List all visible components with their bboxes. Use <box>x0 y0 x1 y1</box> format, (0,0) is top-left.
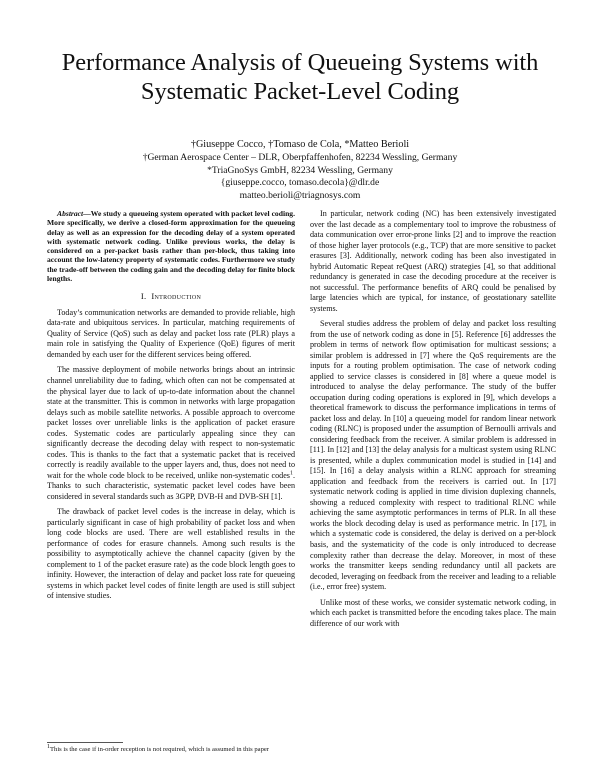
footnote-mark: 1 <box>47 743 50 750</box>
abstract-lead: Abstract <box>57 209 84 218</box>
email-triagnosys: matteo.berioli@triagnosys.com <box>239 189 361 201</box>
abstract-body: —We study a queueing system operated with packet level coding. More specifically, we derive a closed-form approximation for the queueing delay as well as an expression for the decoding delay of a system operated with systematic network coding. Unlike previous works, the delay is considered on a per-packet basis rather than per-block, thus taking into account the low-latency property of systematic codes. Furthermore we study the trade-off between the coding gain and the decoding delay for finite block lengths. <box>47 209 295 284</box>
footnote-text: This is the case if in-order reception is not required, which is assumed in this paper <box>50 746 270 753</box>
footnote-divider <box>47 742 123 743</box>
intro-paragraph-3: The drawback of packet level codes is the increase in delay, which is particularly significant in case of high probability of packet loss and when long code blocks are used. There are well established results in the performance of codes for erasure channels. Among such results is the possibility to asymptotically achieve the channel capacity (given by the complement to 1 of the packet erasure rate) as the code block length goes to infinity. However, the interaction of delay and packet loss rate for queueing systems in which packet level codes of finite length are used is still subject of intensive studies. <box>47 507 295 601</box>
footnote <box>47 743 295 754</box>
affiliation-triagnosys: *TriaGnoSys GmbH, 82234 Wessling, Germany <box>207 164 393 176</box>
intro-paragraph-2-tail: . Thanks to such characteristic, systematic packet level codes have been considered in several standards such as 3GPP, DVB-H and DVB-SH [1]. <box>47 470 295 501</box>
body-paragraph-network-coding: In particular, network coding (NC) has been extensively investigated over the last decade as a complementary tool to improve the robustness of data communication over error-prone links [2] and to improve the reaction of those higher layer protocols (e.g., TCP) that are more sensitive to packet erasures [3]. Additionally, network coding has been also investigated in hybrid Automatic Repeat reQuest (ARQ) strategies [4], so that additional redundancy is generated in case the decoding procedure at the receiver is not successful. The performance benefits of ARQ could be penalised by large latencies which are typical, for instance, of geostationary satellite systems. <box>310 209 556 313</box>
intro-paragraph-2 <box>47 365 295 502</box>
affiliation-dlr: †German Aerospace Center – DLR, Oberpfaffenhofen, 82234 Wessling, Germany <box>142 152 458 164</box>
author-names: †Giuseppe Cocco, †Tomaso de Cola, *Matteo Berioli <box>190 139 410 150</box>
intro-paragraph-1: Today’s communication networks are demanded to provide reliable, high data-rate and ubiquitous services. In particular, matching requirements of Quality of Service (QoS) such as delay and packet loss rate (PLR) plays a main role in satisfying the Quality of Experience (QoE) figures of merit demanded by each user for the different services being offered. <box>47 307 295 359</box>
section-title: Introduction <box>151 291 202 302</box>
body-paragraph-contribution: Unlike most of these works, we consider systematic network coding, in which each packet is transmitted before the encoding takes place. The main difference of our work with <box>310 597 556 628</box>
title-line-2: Systematic Packet-Level Coding <box>140 78 460 105</box>
author-block <box>80 139 520 202</box>
body-paragraph-related-work: Several studies address the problem of delay and packet loss resulting from the use of network coding as done in [5]. Reference [6] addresses the problem in terms of network flow optimisation for multicast sessions; a similar problem is addressed in [7] where the QoS requirements are the inputs for a routing problem optimisation. The case of network coding applied to service classes is considered in [8] where a queue model is introduced to analyse the delay performance. The study of the buffer occupation during coding operations is explored in [9], which develops a theoretical framework to discuss the performance implications in terms of packet loss and delay. In [10] a queueing model for random linear network coding (RLNC) is proposed under the assumption of Bernoulli arrivals and considering feedback from the receiver. A similar problem is addressed in [11]. In [12] and [13] the delay analysis for a multicast system using RLNC is presented, while a duplex communication model is studied in [14] and [15]. In [16] a delay analysis within a RLNC approach for streaming application and feedback from the receivers is carried out. In [17] systematic network coding is applied in time division duplexing channels, showing a reduced complexity with respect to traditional RLNC while achieving the same asymptotic performances in terms of PLR. In all these works the block decoding delay is used as performance metric. In [17], in which a systematic code is considered, the delay is derived on a per-block basis, and the systematicity of the code is only introduced to decrease complexity rather than decrease the delay. Moreover, in most of these works the transmitter keeps sending redundancy until all packets are decoded, leveraging on feedback from the receiver and leading to a reliable (i.e., error free) system. <box>310 319 556 592</box>
email-dlr: {giuseppe.cocco, tomaso.decola}@dlr.de <box>220 177 380 189</box>
intro-paragraph-2-body: The massive deployment of mobile networks brings about an intrinsic channel unreliability due to fading, which often can not be compensated at the physical layer due to lack of up-to-date information about the channel state at the transmitter. This is common in networks with large propagation delays such as mobile satellite networks. A possible approach to overcome packet losses over unreliable links is the application of packet erasure codes. Systematic codes are particularly appealing since they can significantly decrease the decoding delay with respect to non-systematic codes. This is thanks to the fact that a systematic packet that is received correctly is readily available to the upper layers and, thus, does not need to wait for the whole code block to be received, unlike non-systematic codes <box>47 365 295 480</box>
right-column <box>310 209 556 634</box>
section-number: I. <box>140 291 147 302</box>
left-column <box>47 209 295 607</box>
paper-title <box>30 48 570 106</box>
section-heading-introduction <box>47 291 295 302</box>
footnote-reference: 1 <box>289 469 293 476</box>
title-line-1: Performance Analysis of Queueing Systems with <box>61 49 539 76</box>
abstract <box>47 209 295 283</box>
